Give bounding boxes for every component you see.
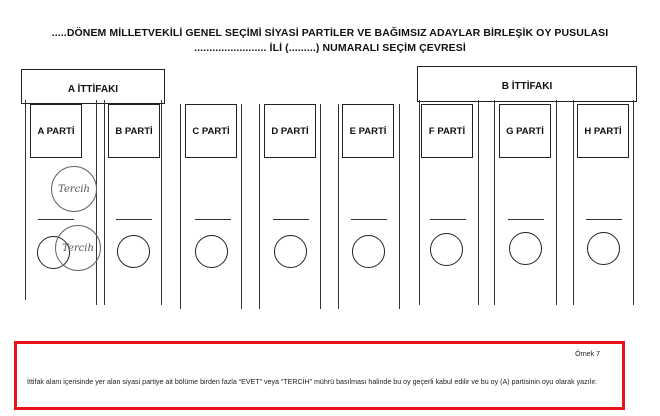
column-line xyxy=(478,100,479,305)
column-line xyxy=(573,100,574,305)
party-box-g: G PARTİ xyxy=(499,104,551,158)
candidate-line xyxy=(273,219,309,220)
candidate-line xyxy=(38,219,74,220)
tercih-stamp: Tercih xyxy=(51,166,97,212)
column-line xyxy=(259,104,260,309)
party-box-f: F PARTİ xyxy=(421,104,473,158)
alliance-a-header xyxy=(21,69,165,104)
annotation-box xyxy=(14,341,625,410)
column-line xyxy=(180,104,181,309)
column-line xyxy=(556,100,557,305)
constituency-line: ........................ İLİ (.........) NUMARALI SEÇİM ÇEVRESİ xyxy=(194,42,466,54)
column-line xyxy=(241,104,242,309)
column-line xyxy=(338,104,339,309)
column-line xyxy=(104,100,105,305)
rule-caption: İttifak alanı içerisinde yer alan siyasi partiye ait bölüme birden fazla “EVET” veya “TERCİH” mührü basılması halinde bu oy geçerli kabul edilir ve bu oy (A) partisinin oyu olarak yazılır. xyxy=(27,378,598,386)
vote-circle-f xyxy=(430,233,463,266)
column-line xyxy=(494,100,495,305)
candidate-line xyxy=(508,219,544,220)
vote-circle-c xyxy=(195,235,228,268)
candidate-line xyxy=(116,219,152,220)
vote-circle-g xyxy=(509,232,542,265)
candidate-line xyxy=(351,219,387,220)
vote-circle-e xyxy=(352,235,385,268)
column-line xyxy=(320,104,321,309)
vote-circle-h xyxy=(587,232,620,265)
candidate-line xyxy=(586,219,622,220)
alliance-b-header xyxy=(417,66,637,102)
example-label: Örnek 7 xyxy=(575,351,600,358)
party-box-h: H PARTİ xyxy=(577,104,629,158)
party-box-d: D PARTİ xyxy=(264,104,316,158)
alliance-b-label: B İTTİFAKI xyxy=(501,81,553,92)
party-box-e: E PARTİ xyxy=(342,104,394,158)
column-line xyxy=(96,100,97,305)
column-line xyxy=(419,100,420,305)
column-line xyxy=(399,104,400,309)
vote-circle-d xyxy=(274,235,307,268)
party-box-c: C PARTİ xyxy=(185,104,237,158)
alliance-a-label: A İTTİFAKI xyxy=(67,84,119,95)
party-box-b: B PARTİ xyxy=(108,104,160,158)
column-line xyxy=(633,100,634,305)
tercih-stamp: Tercih xyxy=(55,225,101,271)
candidate-line xyxy=(430,219,466,220)
column-line xyxy=(25,100,26,300)
party-box-a: A PARTİ xyxy=(30,104,82,158)
ballot-title: .....DÖNEM MİLLETVEKİLİ GENEL SEÇİMİ SİYASİ PARTİLER VE BAĞIMSIZ ADAYLAR BİRLEŞİK OY PUSULASI xyxy=(51,27,609,39)
column-line xyxy=(161,100,162,305)
candidate-line xyxy=(195,219,231,220)
vote-circle-b xyxy=(117,235,150,268)
